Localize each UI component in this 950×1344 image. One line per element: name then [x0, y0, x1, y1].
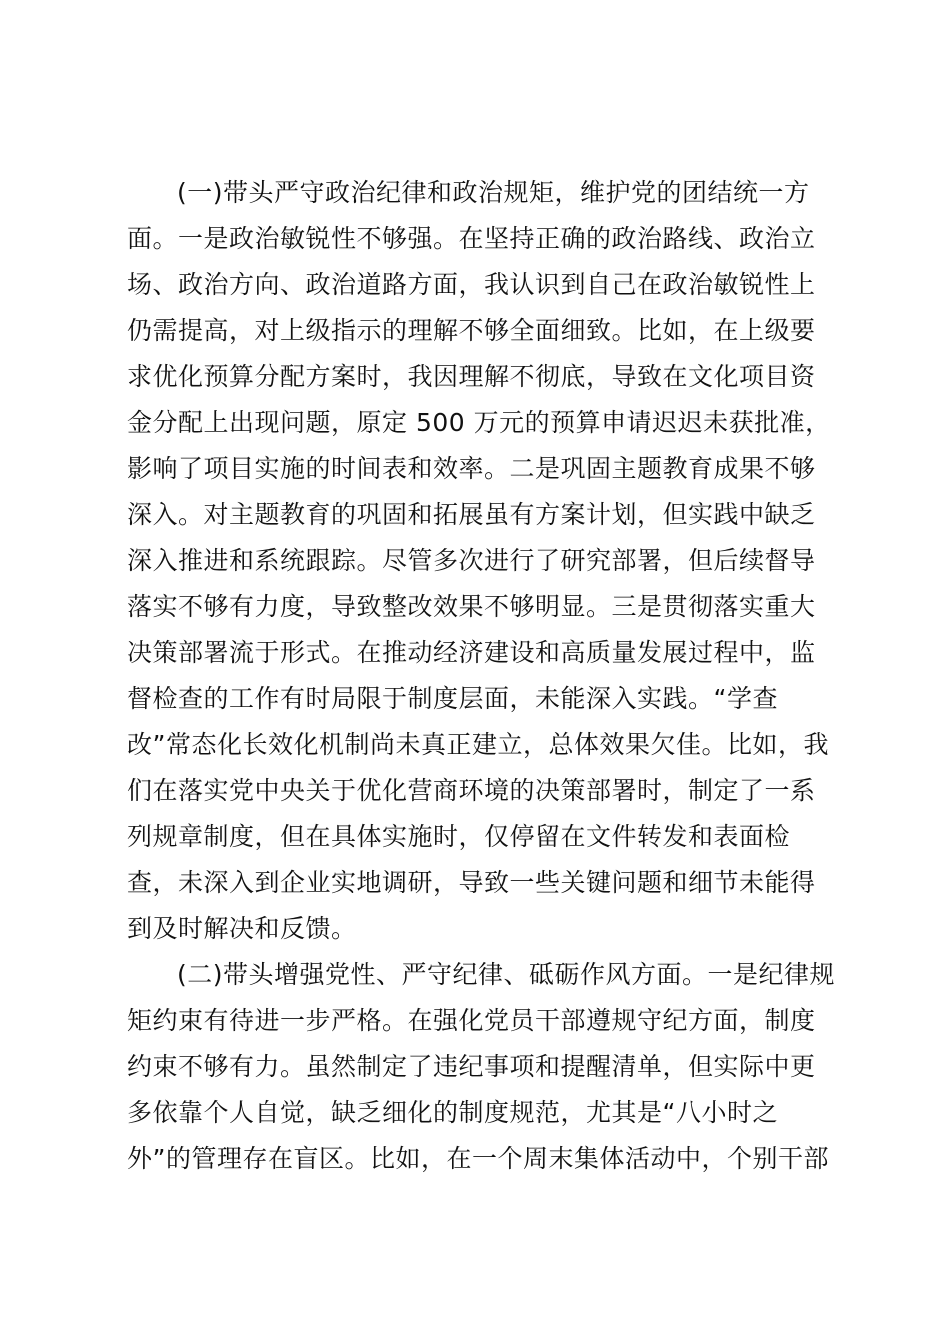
paragraph-2-line-4: 多依靠个人自觉，缺乏细化的制度规范，尤其是“八小时之 [127, 1098, 778, 1127]
paragraph-1-line-9: 深入推进和系统跟踪。尽管多次进行了研究部署，但后续督导 [127, 546, 816, 575]
paragraph-1-line-10: 落实不够有力度，导致整改效果不够明显。三是贯彻落实重大 [127, 592, 816, 621]
paragraph-2-line-3: 约束不够有力。虽然制定了违纪事项和提醒清单，但实际中更 [127, 1052, 816, 1081]
paragraph-2-line-5: 外”的管理存在盲区。比如，在一个周末集体活动中，个别干部 [127, 1144, 829, 1173]
paragraph-1-line-14: 们在落实党中央关于优化营商环境的决策部署时，制定了一系 [127, 776, 816, 805]
paragraph-1-line-16: 查，未深入到企业实地调研，导致一些关键问题和细节未能得 [127, 868, 816, 897]
paragraph-1-line-6: 金分配上出现问题，原定 500 万元的预算申请迟迟未获批准， [127, 408, 831, 437]
paragraph-1-line-1: (一)带头严守政治纪律和政治规矩，维护党的团结统一方 [177, 178, 810, 207]
document-body [127, 170, 837, 1182]
paragraph-1-line-15: 列规章制度，但在具体实施时，仅停留在文件转发和表面检 [127, 822, 791, 851]
paragraph-1-line-17: 到及时解决和反馈。 [127, 914, 357, 943]
paragraph-1-line-12: 督检查的工作有时局限于制度层面，未能深入实践。“学查 [127, 684, 778, 713]
paragraph-1-line-8: 深入。对主题教育的巩固和拓展虽有方案计划，但实践中缺乏 [127, 500, 816, 529]
paragraph-2-line-2: 矩约束有待进一步严格。在强化党员干部遵规守纪方面，制度 [127, 1006, 816, 1035]
paragraph-1-line-13: 改”常态化长效化机制尚未真正建立，总体效果欠佳。比如，我 [127, 730, 829, 759]
paragraph-1-line-3: 场、政治方向、政治道路方面，我认识到自己在政治敏锐性上 [127, 270, 816, 299]
paragraph-1-line-7: 影响了项目实施的时间表和效率。二是巩固主题教育成果不够 [127, 454, 816, 483]
paragraph-2-line-1: (二)带头增强党性、严守纪律、砥砺作风方面。一是纪律规 [177, 960, 836, 989]
paragraph-1-line-2: 面。一是政治敏锐性不够强。在坚持正确的政治路线、政治立 [127, 224, 816, 253]
paragraph-1-line-11: 决策部署流于形式。在推动经济建设和高质量发展过程中，监 [127, 638, 816, 667]
paragraph-1-line-4: 仍需提高，对上级指示的理解不够全面细致。比如，在上级要 [127, 316, 816, 345]
paragraph-1-line-5: 求优化预算分配方案时，我因理解不彻底，导致在文化项目资 [127, 362, 816, 391]
